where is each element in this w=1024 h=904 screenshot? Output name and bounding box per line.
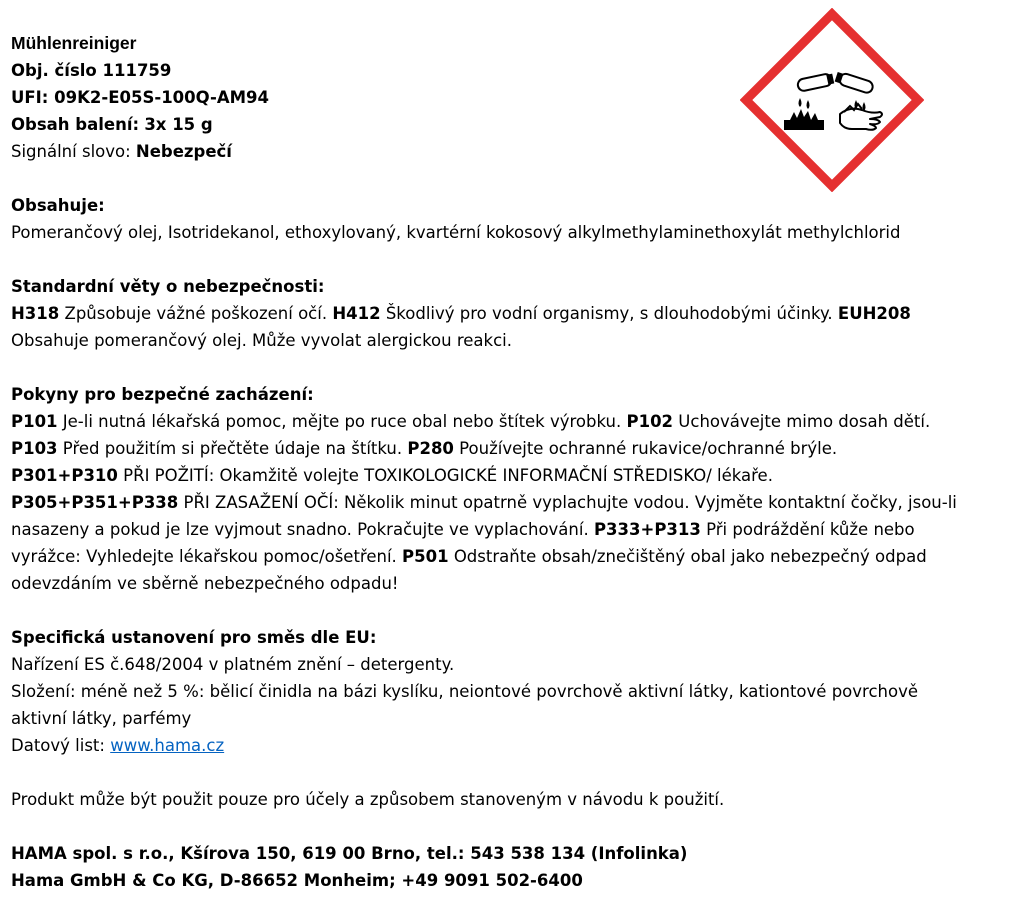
precaution-line-3 [11, 462, 1011, 489]
company-cz: HAMA spol. s r.o., Kšírova 150, 619 00 Brno, tel.: 543 538 134 (Infolinka) [11, 844, 688, 863]
precaution-line-4 [11, 489, 1011, 516]
eu-composition-2: aktivní látky, parfémy [11, 709, 192, 728]
datasheet-line [11, 732, 1011, 759]
euh208-text: Obsahuje pomerančový olej. Může vyvolat alergickou reakci. [11, 331, 512, 350]
ufi-code: UFI: 09K2-E05S-100Q-AM94 [11, 88, 269, 107]
precaution-line-1 [11, 408, 1011, 435]
h318-text: Způsobuje vážné poškození očí. [59, 304, 333, 323]
p305-text-2: nasazeny a pokud je lze vyjmout snadno. Pokračujte ve vyplachování. [11, 520, 594, 539]
contains-text: Pomerančový olej, Isotridekanol, ethoxylovaný, kvartérní kokosový alkylmethylaminethoxylát methylchlorid [11, 223, 901, 242]
precaution-line-2 [11, 435, 1011, 462]
p101-text: Je-li nutná lékařská pomoc, mějte po ruce obal nebo štítek výrobku. [57, 412, 627, 431]
package-contents [11, 111, 1011, 138]
hazard-line-1 [11, 300, 1011, 327]
usage-note: Produkt může být použit pouze pro účely a způsobem stanoveným v návodu k použití. [11, 790, 725, 809]
datasheet-link[interactable]: www.hama.cz [110, 736, 225, 755]
h318-code: H318 [11, 304, 60, 323]
p501-text-1: Odstraňte obsah/znečištěný obal jako nebezpečný odpad [448, 547, 927, 566]
h412-code: H412 [332, 304, 381, 323]
company-de: Hama GmbH & Co KG, D-86652 Monheim; +49 9091 502-6400 [11, 871, 583, 890]
p305-code: P305+P351+P338 [11, 493, 179, 512]
p305-text-1: PŘI ZASAŽENÍ OČÍ: Několik minut opatrně vyplachujte vodou. Vyjměte kontaktní čočky, jsou-li [178, 493, 957, 512]
p301-code: P301+P310 [11, 466, 118, 485]
p501-text-2: odevzdáním ve sběrně nebezpečného odpadu! [11, 574, 399, 593]
p102-text: Uchovávejte mimo dosah dětí. [673, 412, 931, 431]
p333-text-1: Při podráždění kůže nebo [700, 520, 915, 539]
precaution-heading: Pokyny pro bezpečné zacházení: [11, 385, 314, 404]
datasheet-label: Datový list: [11, 736, 111, 755]
p280-code: P280 [407, 439, 454, 458]
p102-code: P102 [626, 412, 674, 431]
hazard-heading: Standardní věty o nebezpečnosti: [11, 277, 325, 296]
p101-code: P101 [11, 412, 58, 431]
signal-value: Nebezpečí [135, 142, 232, 161]
precaution-line-6 [11, 543, 1011, 570]
eu-composition-1: Složení: méně než 5 %: bělicí činidla na bázi kyslíku, neiontové povrchově aktivní látky, kationtové povrchově [11, 682, 918, 701]
h412-text: Škodlivý pro vodní organismy, s dlouhodobými účinky. [380, 304, 838, 323]
p333-code: P333+P313 [593, 520, 701, 539]
package-value: 3x 15 g [144, 115, 213, 134]
p333-text-2: vyrážce: Vyhledejte lékařskou pomoc/ošetření. [11, 547, 403, 566]
p301-text: PŘI POŽITÍ: Okamžitě volejte TOXIKOLOGICKÉ INFORMAČNÍ STŘEDISKO/ lékaře. [117, 466, 773, 485]
p501-code: P501 [402, 547, 449, 566]
contains-heading: Obsahuje: [11, 196, 105, 215]
eu-regulation: Nařízení ES č.648/2004 v platném znění – detergenty. [11, 655, 455, 674]
p103-text: Před použitím si přečtěte údaje na štítku. [57, 439, 408, 458]
euh208-code: EUH208 [837, 304, 911, 323]
eu-heading: Specifická ustanovení pro směs dle EU: [11, 628, 377, 647]
product-name: Mühlenreiniger [11, 33, 137, 53]
signal-word [11, 138, 1011, 165]
safety-label-document [11, 30, 1011, 894]
precaution-line-5 [11, 516, 1011, 543]
signal-label: Signální slovo: [11, 142, 131, 161]
p103-code: P103 [11, 439, 58, 458]
p280-text: Používejte ochranné rukavice/ochranné brýle. [453, 439, 838, 458]
package-label: Obsah balení: [11, 115, 140, 134]
order-number: Obj. číslo 111759 [11, 61, 172, 80]
